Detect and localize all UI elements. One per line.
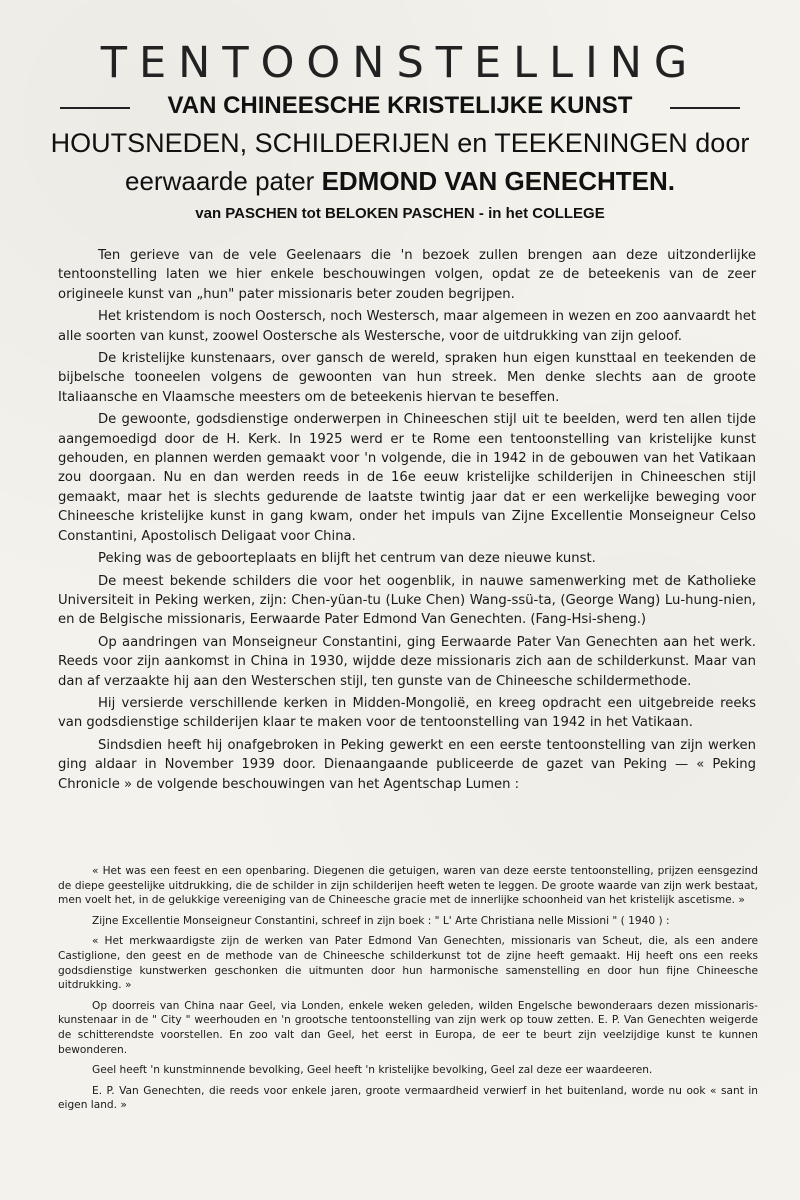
- artist-name: EDMOND VAN GENECHTEN.: [321, 166, 675, 196]
- quote-paragraph: Geel heeft 'n kunstminnende bevolking, Geel heeft 'n kristelijke bevolking, Geel zal deze eer waardeeren.: [92, 1064, 653, 1077]
- quote-paragraph: Zijne Excellentie Monseigneur Constantini, schreef in zijn boek : " L' Arte Christiana nelle Missioni " ( 1940 ) :: [92, 914, 670, 927]
- date-location-line: van PASCHEN tot BELOKEN PASCHEN - in het COLLEGE: [195, 205, 605, 222]
- poster-header: [0, 0, 800, 230]
- paragraph: Ten gerieve van de vele Geelenaars die 'n bezoek zullen brengen aan deze uitzonderlijke tentoonstelling laten we hier enkele beschouwingen volgen, opdat ze de beteekenis van de zeer origineele kunst van „hun" pater missionaris beter zouden begrijpen.: [58, 248, 756, 302]
- paragraph: De meest bekende schilders die voor het oogenblik, in nauwe samenwerking met de Katholieke Universiteit in Peking werken, zijn: Chen-yüan-tu (Luke Chen) Wang-ssü-ta, (George Wang) Lu-hung-nien, en de Belgische missionaris, Eerwaarde Pater Edmond Van Genechten. (Fang-Hsi-sheng.): [58, 573, 756, 628]
- quote-paragraph: Op doorreis van China naar Geel, via Londen, enkele weken geleden, wilden Engelsche bewonderaars dezen missionaris-kunstenaar in de " City " weerhouden en 'n grootsche tentoonstelling van zijn werk op touw zetten. E. P. Van Genechten weigerde de schitterendste voorstellen. En zoo valt dan Geel, het eerst in Europa, de eer te beurt zijn veelzijdige kunst te kunnen bewonderen.: [58, 999, 758, 1056]
- quote-paragraph: « Het merkwaardigste zijn de werken van Pater Edmond Van Genechten, missionaris van Scheut, die, als een andere Castiglione, den geest en de methode van de Chineesche schilderkunst tot de zijne heeft gemaakt. Hij heeft ons een reeks godsdienstige kunstwerken geschonken die uitmunten door hun harmonische samenstelling en door hun fijne Chineesche uitdrukking. »: [58, 935, 758, 992]
- left-rule: [60, 107, 130, 109]
- paragraph: Sindsdien heeft hij onafgebroken in Peking gewerkt en een eerste tentoonstelling van zijn werken ging aldaar in November 1939 door. Dienaangaande publiceerde de gazet van Peking — « Peking Chronicle » de volgende beschouwingen van het Agentschap Lumen :: [58, 737, 756, 792]
- quote-paragraph: « Het was een feest en een openbaring. Diegenen die getuigen, waren van deze eerste tentoonstelling, prijzen eensgezind de diepe geestelijke uitdrukking, die de schilder in zijn schilderijen heeft weten te leggen. De groote waarde van zijn werk bestaat, men voelt het, in de gelukkige vereeniging van de Chineesche gracie met de innerlijke schoonheid van het kristelijk ascetisme. »: [58, 865, 758, 907]
- paragraph: Op aandringen van Monseigneur Constantini, ging Eerwaarde Pater Van Genechten aan het werk. Reeds voor zijn aankomst in China in 1930, wijdde deze missionaris zich aan de schilderkunst. Maar van dan af verzaakte hij aan den Westerschen stijl, ten gunste van de Chineesche schildermethode.: [58, 634, 756, 689]
- right-rule: [670, 107, 740, 109]
- poster-subtitle: VAN CHINEESCHE KRISTELIJKE KUNST: [167, 92, 633, 119]
- artist-line: [0, 166, 800, 197]
- quote-paragraph: E. P. Van Genechten, die reeds voor enkele jaren, groote vermaardheid verwierf in het buitenland, worde nu ook « sant in eigen land. »: [58, 1084, 758, 1112]
- subtitle-row: [60, 92, 740, 122]
- works-line: HOUTSNEDEN, SCHILDERIJEN en TEEKENINGEN door: [50, 128, 750, 158]
- quotes-section: [58, 864, 758, 1119]
- paragraph: De kristelijke kunstenaars, over gansch de wereld, spraken hun eigen kunsttaal en teekenden de bijbelsche tooneelen volgens de gewoonten van hun streek. Men denke slechts aan de groote Italiaansche en Vlaamsche meesters om de beteekenis hiervan te beseffen.: [58, 351, 756, 405]
- paragraph: Het kristendom is noch Oostersch, noch Westersch, maar algemeen in wezen en zoo aanvaardt het alle soorten van kunst, zoowel Oostersche als Westersche, voor de uitdrukking van zijn geloof.: [58, 309, 756, 344]
- poster-title: TENTOONSTELLING: [100, 38, 700, 88]
- artist-prefix: eerwaarde pater: [125, 166, 322, 196]
- paragraph: Peking was de geboorteplaats en blijft het centrum van deze nieuwe kunst.: [98, 551, 596, 567]
- paragraph: Hij versierde verschillende kerken in Midden-Mongolië, en kreeg opdracht een uitgebreide reeks van godsdienstige schilderijen klaar te maken voor de tentoonstelling van 1942 in het Vatikaan.: [58, 695, 756, 731]
- paragraph: De gewoonte, godsdienstige onderwerpen in Chineeschen stijl uit te beelden, werd ten allen tijde aangemoedigd door de H. Kerk. In 1925 werd er te Rome een tentoonstelling van kristelijke kunst gehouden, en plannen werden gemaakt voor 'n volgende, die in 1942 in de gebouwen van het Vatikaan zou doorgaan. Nu en dan werden reeds in de 16e eeuw kristelijke schilderijen in Chineeschen stijl gemaakt, maar het is slechts gedurende de laatste twintig jaar dat er een werkelijke beweging voor Chineesche kristelijke kunst in gang kwam, onder het impuls van Zijne Excellentie Monseigneur Celso Constantini, Apostolisch Deligaat voor China.: [58, 412, 756, 544]
- article-body: [58, 246, 756, 797]
